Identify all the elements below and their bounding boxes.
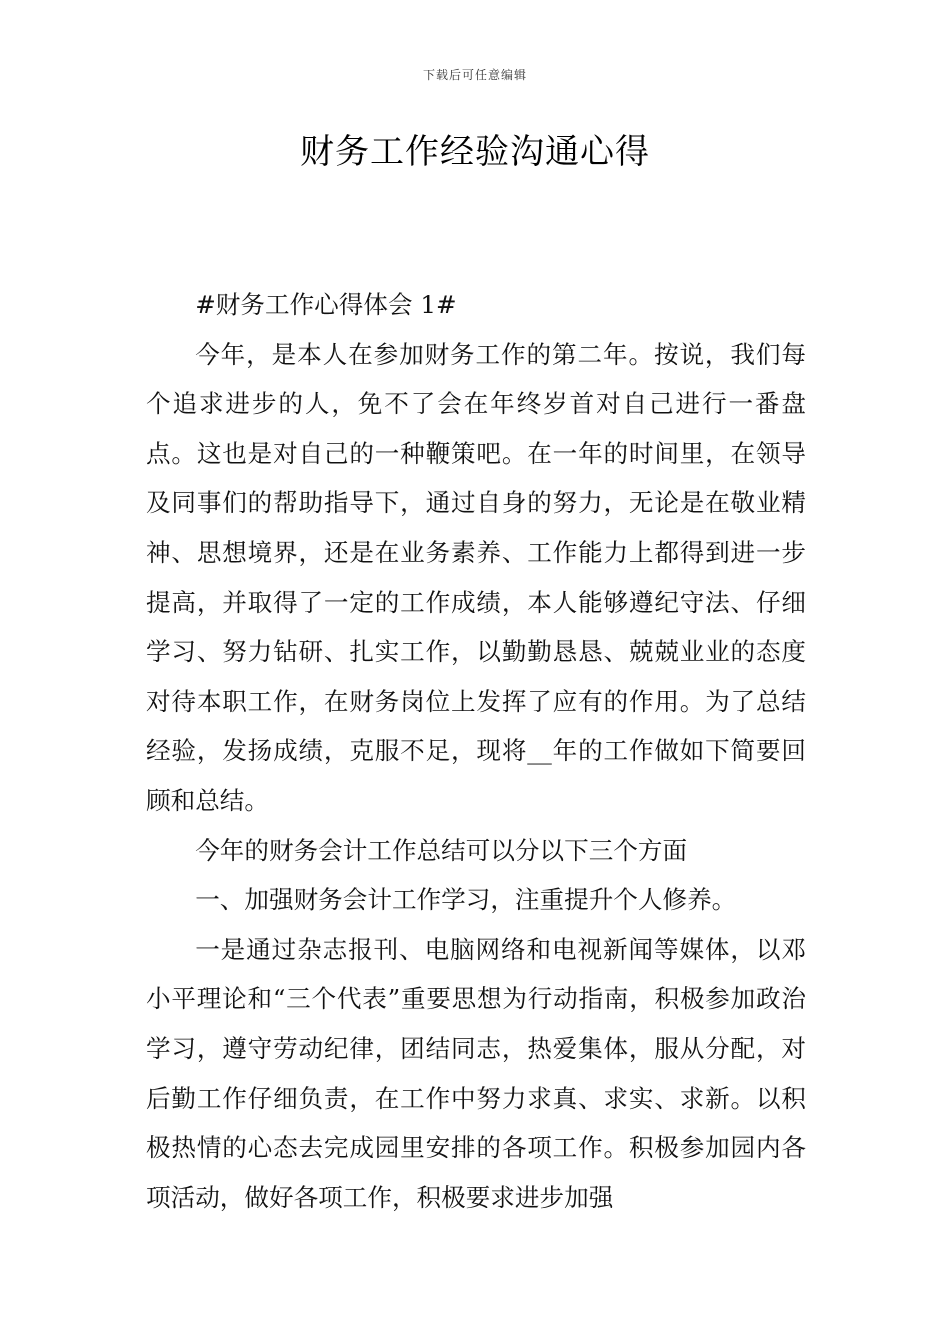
body-paragraph: 今年的财务会计工作总结可以分以下三个方面 xyxy=(195,835,688,865)
body-paragraph: 今年，是本人在参加财务工作的第二年。按说，我们每个追求进步的人，免不了会在年终岁首对自己进行一番盘点。这也是对自己的一种鞭策吧。在一年的时间里，在领导及同事们的帮助指导下，通过自身的努力，无论是在敬业精神、思想境界，还是在业务素养、工作能力上都得到进一步提高，并取得了一定的工作成绩，本人能够遵纪守法、仔细学习、努力钻研、扎实工作，以勤勤恳恳、兢兢业业的态度对待本职工作，在财务岗位上发挥了应有的作用。为了总结经验，发扬成绩，克服不足，现将__年的工作做如下简要回顾和总结。 xyxy=(146,339,806,815)
section-heading: #财务工作心得体会 1# xyxy=(195,290,457,319)
body-paragraph: 一、加强财务会计工作学习，注重提升个人修养。 xyxy=(195,885,737,915)
body-paragraph: 一是通过杂志报刊、电脑网络和电视新闻等媒体，以邓小平理论和“三个代表”重要思想为行动指南，积极参加政治学习，遵守劳动纪律，团结同志，热爱集体，服从分配，对后勤工作仔细负责，在工作中努力求真、求实、求新。以积极热情的心态去完成园里安排的各项工作。积极参加园内各项活动，做好各项工作，积极要求进步加强 xyxy=(146,934,806,1212)
document-body xyxy=(146,280,806,1222)
header-note: 下载后可任意编辑 xyxy=(422,68,527,82)
document-title: 财务工作经验沟通心得 xyxy=(300,132,650,172)
